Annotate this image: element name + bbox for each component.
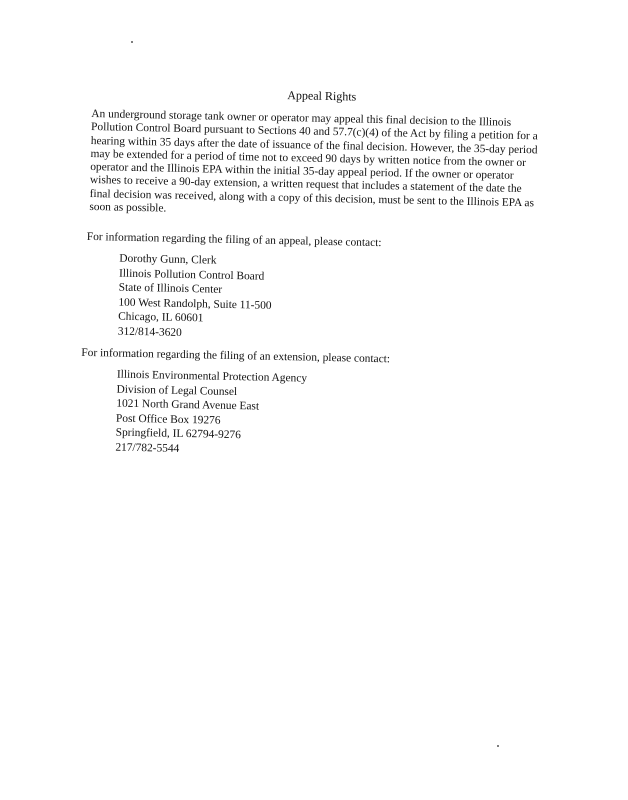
address-line: 217/782-5544	[115, 441, 180, 455]
address-line: Post Office Box 19276	[115, 412, 221, 427]
address-line: 1021 North Grand Avenue East	[116, 397, 260, 413]
address-line: Illinois Environmental Protection Agency	[116, 368, 308, 385]
extension-contact-address	[115, 368, 546, 464]
address-line: Springfield, IL 62794-9276	[115, 426, 241, 442]
appeal-rights-paragraph: An underground storage tank owner or operator may appeal this final decision to the Illinois Pollution Control Board pursuant to Sections 40 and 57.7(c)(4) of the Act by filing a petition for a hearing within 35 days after the date of issuance of the final decision. However, the 35-day period may be extended for a period of time not to exceed 90 days by written notice from the owner or operator and the Illinois EPA within the initial 35-day appeal period. If the owner or operator wishes to receive a 90-day extension, a written request that includes a statement of the date the final decision was received, along with a copy of this decision, must be sent to the Illinois EPA as soon as possible.	[89, 107, 538, 215]
page-title: Appeal Rights	[287, 88, 357, 104]
address-line: Illinois Pollution Control Board	[118, 267, 265, 283]
appeal-contact-address	[118, 252, 549, 348]
address-line: 100 West Randolph, Suite 11-500	[118, 296, 272, 312]
address-line: Dorothy Gunn, Clerk	[119, 252, 217, 268]
appeal-rights-content	[81, 84, 552, 464]
address-line: State of Illinois Center	[118, 281, 223, 297]
address-line: Division of Legal Counsel	[116, 383, 238, 398]
appeal-contact-intro: For information regarding the filing of an appeal, please contact:	[86, 231, 382, 250]
scan-speck	[131, 41, 133, 43]
address-line: Chicago, IL 60601	[118, 310, 204, 325]
scan-speck	[497, 745, 499, 747]
address-line: 312/814-3620	[117, 325, 182, 339]
extension-contact-intro: For information regarding the filing of an extension, please contact:	[81, 347, 391, 366]
